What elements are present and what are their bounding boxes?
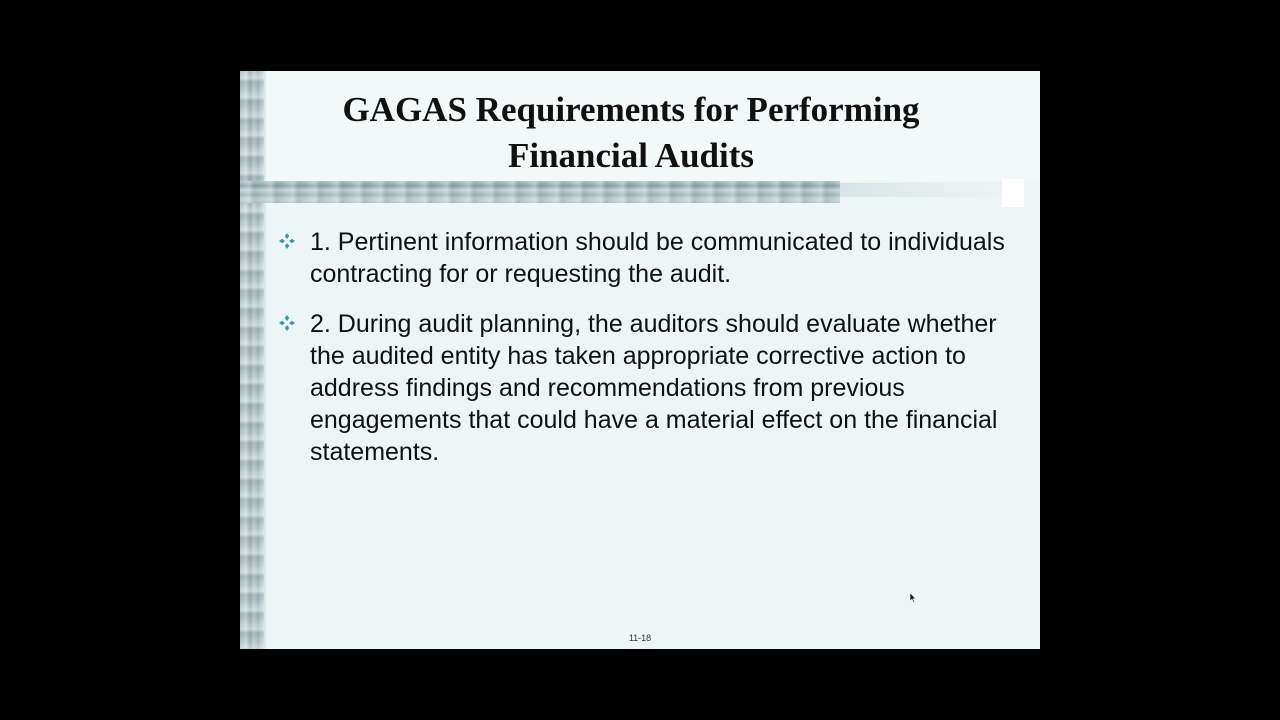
slide-page-number: 11-18 — [628, 633, 652, 643]
title-underline-fade — [840, 183, 1002, 197]
diamond-bullet-icon — [278, 314, 296, 332]
bullet-item-1 — [278, 226, 1008, 290]
title-underline-bar — [240, 181, 840, 203]
bullet-text-2: 2. During audit planning, the auditors should evaluate whether the audited entity has taken appropriate corrective action to address findings and recommendations from previous engagements that could have a material effect on the financial statements. — [310, 310, 998, 466]
bullet-item-2 — [278, 308, 1008, 468]
slide-title-line-1: GAGAS Requirements for Performing — [342, 90, 920, 129]
diamond-bullet-icon — [278, 232, 296, 250]
presentation-slide — [240, 71, 1040, 649]
slide-body — [278, 226, 1008, 486]
mouse-pointer-icon — [910, 593, 916, 603]
title-underline-end — [1002, 179, 1024, 207]
slide-left-decorative-stripe — [240, 71, 264, 649]
slide-title-line-2: Financial Audits — [507, 136, 755, 175]
bullet-text-1: 1. Pertinent information should be communicated to individuals contracting for or requesting the audit. — [310, 228, 1005, 288]
